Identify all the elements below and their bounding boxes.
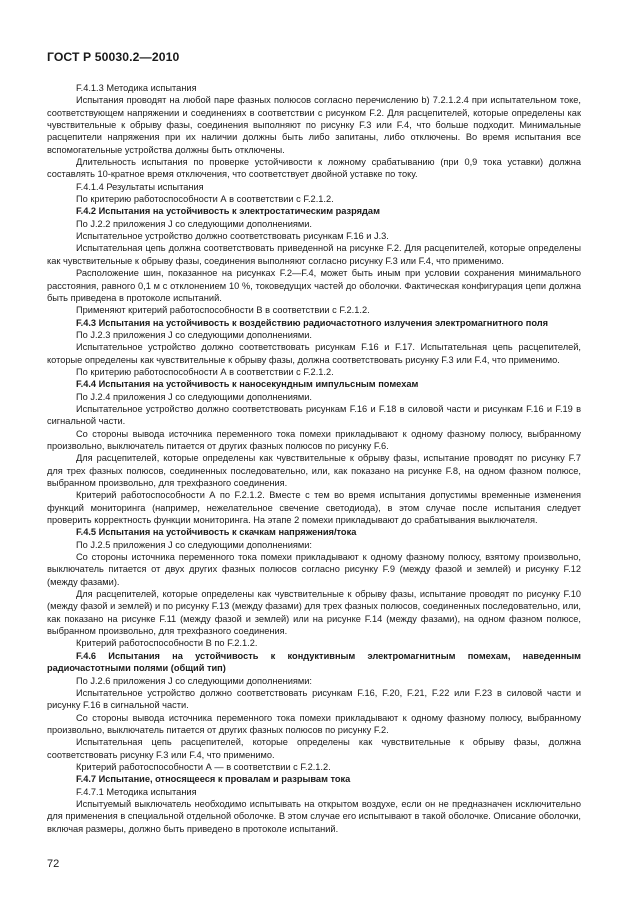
paragraph: По критерию работоспособности А в соответствии с F.2.1.2. bbox=[76, 194, 334, 205]
paragraph: Испытуемый выключатель необходимо испытывать на открытом воздухе, если он не предназначен исключительно для применения в специальной отдельной оболочке. В этом случае его испытывают в такой оболочке. Описание оболочки, включая размеры, должно быть приведено в протоколе испытаний. bbox=[47, 798, 581, 834]
paragraph: По J.2.5 приложения J со следующими дополнениями: bbox=[76, 539, 312, 550]
paragraph: По J.2.2 приложения J со следующими дополнениями. bbox=[76, 218, 312, 229]
section-heading: F.4.2 Испытания на устойчивость к электростатическим разрядам bbox=[76, 206, 380, 217]
paragraph: Критерий работоспособности А по F.2.1.2. Вместе с тем во время испытания допустимы временные изменения функций мониторинга (например, нежелательное свечение светодиода), в этом случае после испытания следует проверить корректность функции мониторинга. На этапе 2 помехи прикладывают до срабатывания выключателя. bbox=[47, 490, 581, 526]
paragraph: По J.2.6 приложения J со следующими дополнениями: bbox=[76, 675, 312, 686]
document-body bbox=[47, 82, 581, 835]
paragraph: Критерий работоспособности В по F.2.1.2. bbox=[76, 638, 258, 649]
paragraph: Критерий работоспособности А — в соответствии с F.2.1.2. bbox=[76, 761, 331, 772]
paragraph: Испытательная цепь должна соответствовать приведенной на рисунке F.2. Для расцепителей, которые определены как чувствительные к обрыву фазы, соединения выполняют согласно рисунку F.3 или F.4, что применимо. bbox=[47, 243, 581, 266]
paragraph: Испытательная цепь расцепителей, которые определены как чувствительные к обрыву фазы, должна соответствовать рисунку F.3 или F.4, что применимо. bbox=[47, 737, 581, 760]
paragraph: Для расцепителей, которые определены как чувствительные к обрыву фазы, испытание проводят по рисунку F.7 для трех фазных полюсов, соединенных последовательно, или, как показано на рисунке F.8, на одном фазном полюсе, выбранном произвольно, для трехфазного соединения. bbox=[47, 453, 581, 488]
paragraph: Со стороны вывода источника переменного тока помехи прикладывают к одному фазному полюсу, выбранному произвольно, выключатель питается от других фазных полюсов по рисунку F.6. bbox=[47, 428, 581, 451]
paragraph: Для расцепителей, которые определены как чувствительные к обрыву фазы, испытание проводят по рисунку F.10 (между фазой и землей) и по рисунку F.13 (между фазами) для трех фазных полюсов, соединенных последовательно, или, как показано на рисунке F.11 (между фазой и землей) или на рисунке F.14 (между фазами), на одном фазном полюсе, выбранном произвольно, для трехфазного соединения. bbox=[47, 589, 581, 637]
section-heading: F.4.4 Испытания на устойчивость к наносекундным импульсным помехам bbox=[76, 379, 419, 390]
paragraph: Испытательное устройство должно соответствовать рисункам F.16 и F.17. Испытательная цепь расцепителей, которые определены как чувствительные к обрыву фазы, должна соответствовать рисунку F.3 или F.4, что применимо. bbox=[47, 342, 581, 365]
paragraph: Применяют критерий работоспособности В в соответствии с F.2.1.2. bbox=[76, 305, 370, 316]
paragraph: Испытательное устройство должно соответствовать рисункам F.16, F.20, F.21, F.22 или F.23 в силовой части и рисунку F.16 в сигнальной части. bbox=[47, 687, 581, 711]
paragraph: Испытания проводят на любой паре фазных полюсов согласно перечислению b) 7.2.1.2.4 при испытательном токе, соответствующем напряжении и соединениях в соответствии с рисунком F.2. Для расцепителей, которые определены как чувствительные к обрыву фазы, соединения выполняют по рисунку F.3 или F.4, что больше подходит. Минимальные расцепители напряжения при их наличии должны быть либо запитаны, либо отключены. Во время испытания все вспомогательные устройства должны быть отключены. bbox=[47, 95, 581, 155]
paragraph: По критерию работоспособности А в соответствии с F.2.1.2. bbox=[76, 366, 334, 377]
paragraph: F.4.1.3 Методика испытания bbox=[76, 83, 197, 93]
paragraph: По J.2.3 приложения J со следующими дополнениями. bbox=[76, 329, 312, 340]
section-heading: F.4.5 Испытания на устойчивость к скачкам напряжения/тока bbox=[76, 527, 357, 538]
paragraph: Со стороны источника переменного тока помехи прикладывают к одному фазному полюсу, взятому произвольно, выключатель питается от двух других фазных полюсов согласно рисунку F.9 (между фазой и землей) и рисунку F.12 (между фазами). bbox=[47, 552, 581, 587]
paragraph: Со стороны вывода источника переменного тока помехи прикладывают к одному фазному полюсу, выбранному произвольно, выключатель питается от других фазных полюсов по рисунку F.2. bbox=[47, 712, 581, 735]
paragraph: F.4.1.4 Результаты испытания bbox=[76, 181, 204, 192]
document-header: ГОСТ Р 50030.2—2010 bbox=[47, 50, 180, 64]
paragraph: Расположение шин, показанное на рисунках F.2—F.4, может быть иным при условии сохранения минимального расстояния, равного 0,1 м с отклонением 10 %, токоведущих частей до оболочки. Фактическая конфигурация цепи должна быть приведена в протоколе испытаний. bbox=[47, 268, 581, 303]
paragraph: Испытательное устройство должно соответствовать рисункам F.16 и F.18 в силовой части и рисункам F.16 и F.19 в сигнальной части. bbox=[47, 403, 581, 427]
paragraph: Длительность испытания по проверке устойчивости к ложному срабатыванию (при 0,9 тока уставки) должна составлять 10-кратное время отключения, что соответствует двойной уставке по току. bbox=[47, 157, 581, 180]
paragraph: F.4.7.1 Методика испытания bbox=[76, 786, 197, 797]
paragraph: Испытательное устройство должно соответствовать рисункам F.16 и J.3. bbox=[76, 231, 389, 242]
section-heading: F.4.3 Испытания на устойчивость к воздействию радиочастотного излучения электромагнитного поля bbox=[76, 317, 549, 328]
section-heading: F.4.7 Испытание, относящееся к провалам и разрывам тока bbox=[76, 774, 351, 785]
section-heading: F.4.6 Испытания на устойчивость к кондуктивным электромагнитным помехам, наведенным радиочастотными полями (общий тип) bbox=[47, 650, 581, 674]
page-number: 72 bbox=[47, 858, 60, 870]
paragraph: По J.2.4 приложения J со следующими дополнениями. bbox=[76, 391, 312, 402]
